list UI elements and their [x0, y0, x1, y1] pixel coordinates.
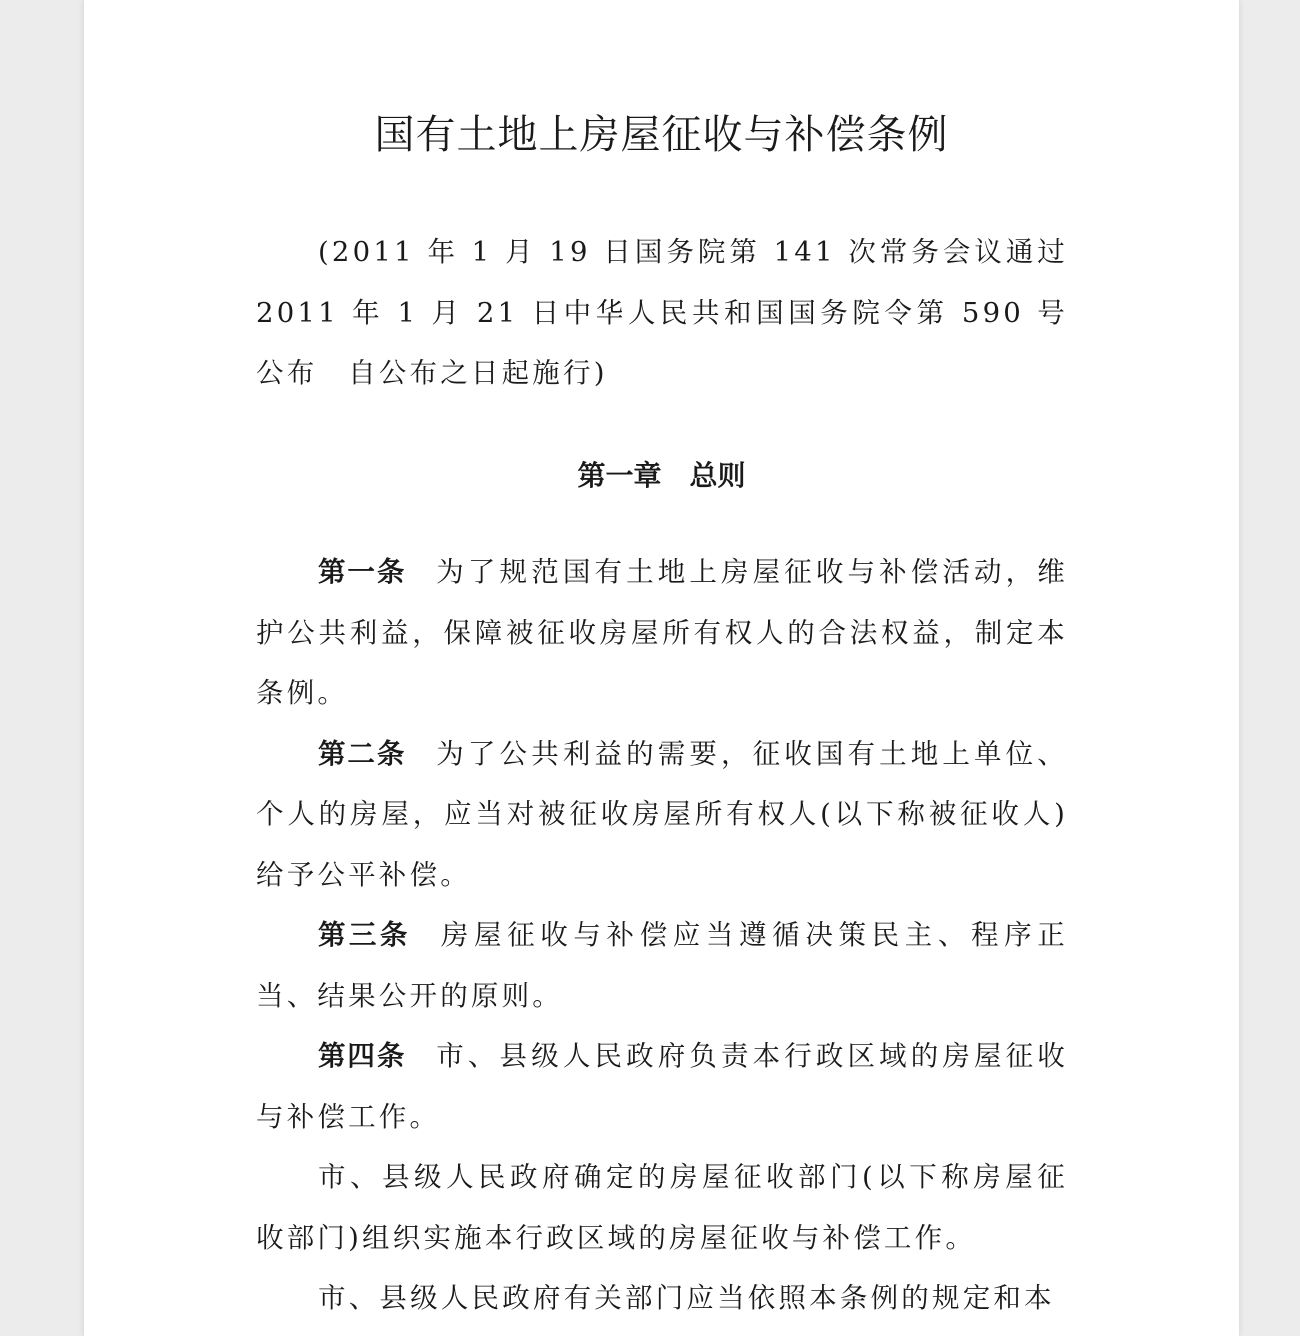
article-4	[256, 1026, 1068, 1147]
document-page	[84, 0, 1239, 1336]
article-4-paragraph-2: 市、县级人民政府确定的房屋征收部门(以下称房屋征收部门)组织实施本行政区域的房屋征收与补偿工作。	[256, 1161, 1068, 1254]
article-label: 第四条	[318, 1040, 407, 1072]
article-3	[256, 905, 1068, 1026]
article-label: 第一条	[318, 556, 407, 588]
article-text: 房屋征收与补偿应当遵循决策民主、程序正当、结果公开的原则。	[256, 919, 1068, 1012]
chapter-title: 第一章 总则	[577, 459, 746, 492]
article-text: 为了规范国有土地上房屋征收与补偿活动，维护公共利益，保障被征收房屋所有权人的合法权益，制定本条例。	[256, 556, 1068, 709]
article-label: 第三条	[318, 919, 411, 951]
enactment-note: (2011 年 1 月 19 日国务院第 141 次常务会议通过 2011 年 1 月 21 日中华人民共和国国务院令第 590 号公布 自公布之日起施行)	[256, 236, 1099, 389]
article-1	[256, 542, 1068, 724]
article-4-paragraph-3: 市、县级人民政府有关部门应当依照本条例的规定和本	[318, 1282, 1055, 1314]
article-2	[256, 724, 1068, 906]
document-title: 国有土地上房屋征收与补偿条例	[374, 112, 949, 158]
article-text: 市、县级人民政府负责本行政区域的房屋征收与补偿工作。	[256, 1040, 1068, 1133]
article-label: 第二条	[318, 737, 407, 770]
article-list	[256, 542, 1068, 1329]
article-text: 为了公共利益的需要，征收国有土地上单位、个人的房屋，应当对被征收房屋所有权人(以下称被征收人)给予公平补偿。	[256, 737, 1068, 891]
